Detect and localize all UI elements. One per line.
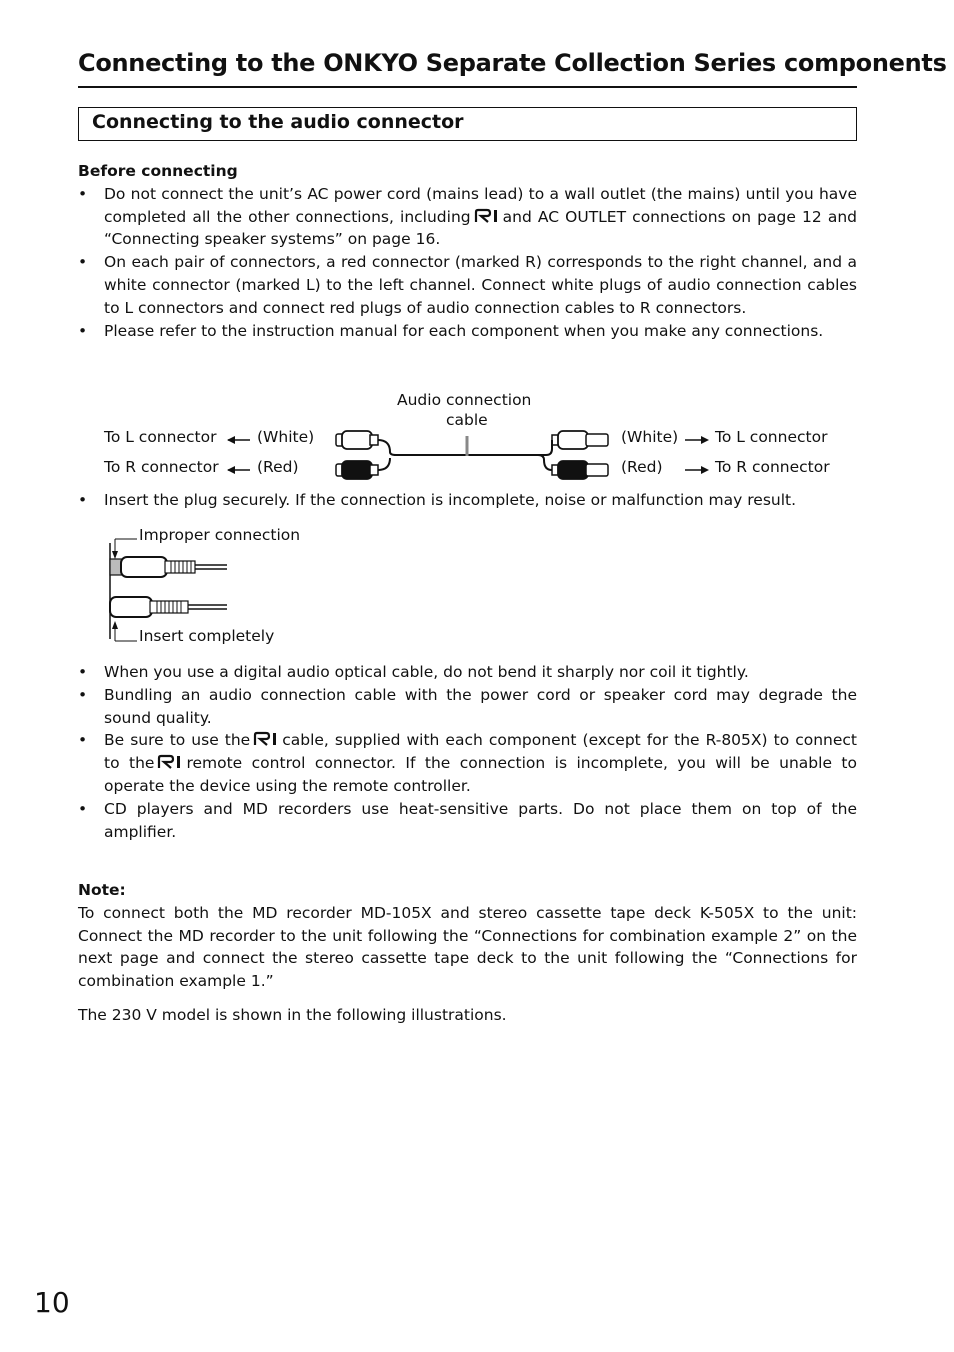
list-item — [78, 729, 857, 797]
rca-plug-icon — [552, 461, 608, 479]
list-item — [78, 684, 857, 730]
list-item — [78, 251, 857, 319]
arrow-icon — [685, 436, 709, 444]
right-bottom-target: To R connector — [715, 458, 830, 476]
rca-plug-icon — [336, 461, 378, 479]
bullet-text: and AC OUTLET connections on page 12 and “Connecting speaker systems” on page 16. — [104, 207, 857, 249]
bullet-text: remote control connector. If the connection is incomplete, you will be unable to operate the device using the remote controller. — [104, 754, 857, 795]
ri-logo-icon — [253, 732, 279, 746]
before-connecting-label: Before connecting — [78, 162, 238, 180]
list-item — [78, 798, 857, 844]
bullet-text: On each pair of connectors, a red connector (marked R) corresponds to the right channel, and a white connector (marked L) to the left channel. Connect white plugs of audio connection cables to L connectors and connect red plugs of audio connection cables to R connectors. — [104, 253, 857, 317]
cable-diagram — [78, 420, 857, 490]
bullet-text: Bundling an audio connection cable with the power cord or speaker cord may degrade the sound quality. — [104, 685, 857, 727]
cable-label-line1: Audio connection — [397, 391, 532, 409]
note-text: To connect both the MD recorder MD-105X and stereo cassette tape deck K-505X to the unit: Connect the MD recorder to the unit following the “Connections for combination example 2” on the next page and connect the stereo cassette tape deck to the unit following the “Connections for combination example 1.” — [78, 903, 857, 991]
bullet-text: Be sure to use the — [104, 731, 251, 750]
arrow-icon — [227, 466, 250, 474]
page-number: 10 — [34, 1286, 70, 1319]
ri-logo-icon — [157, 755, 183, 769]
rca-plug-icon — [110, 597, 227, 617]
right-bottom-color: (Red) — [621, 458, 663, 476]
arrow-icon — [685, 466, 709, 474]
bullet-text: Insert the plug securely. If the connection is incomplete, noise or malfunction may result. — [104, 491, 797, 509]
rca-plug-icon — [110, 557, 227, 577]
improper-connection-label: Improper connection — [139, 526, 301, 544]
right-top-color: (White) — [621, 428, 679, 446]
rca-plug-icon — [336, 431, 378, 449]
bullet-text: Please refer to the instruction manual for each component when you make any connections. — [104, 321, 824, 340]
left-bottom-target: To R connector — [104, 458, 219, 476]
plug-insertion-diagram — [103, 535, 243, 647]
right-top-target: To L connector — [715, 428, 828, 446]
before-connecting-block — [78, 160, 857, 342]
left-bottom-color: (Red) — [257, 458, 299, 476]
insert-completely-label: Insert completely — [139, 627, 275, 645]
before-connecting-list — [78, 183, 857, 343]
left-top-target: To L connector — [104, 428, 217, 446]
list-item — [78, 489, 857, 512]
note-label: Note: — [78, 881, 126, 899]
bullet-text: CD players and MD recorders use heat-sensitive parts. Do not place them on top of the amplifier. — [104, 799, 857, 841]
bullet-text: When you use a digital audio optical cable, do not bend it sharply nor coil it tightly. — [104, 663, 749, 681]
more-bullets-block — [78, 661, 857, 843]
section-title: Connecting to the audio connector — [92, 111, 464, 133]
rca-plug-icon — [552, 431, 608, 449]
cable-label-line2: cable — [446, 411, 488, 429]
list-item — [78, 183, 857, 251]
model-text: The 230 V model is shown in the following illustrations. — [78, 1006, 507, 1024]
insert-note-block — [78, 489, 857, 512]
left-top-color: (White) — [257, 428, 315, 446]
ri-logo-icon — [474, 209, 500, 223]
arrow-icon — [227, 436, 250, 444]
note-block — [78, 879, 857, 993]
bullet-text: cable, supplied with each component (except for the R-805X) to connect to the — [104, 731, 857, 773]
list-item — [78, 320, 857, 343]
section-header — [78, 107, 857, 141]
list-item — [78, 661, 857, 684]
page-title: Connecting to the ONKYO Separate Collection Series components — [78, 46, 857, 88]
bullet-text: Do not connect the unit’s AC power cord (mains lead) to a wall outlet (the mains) until you have completed all the other connections, including — [104, 184, 857, 226]
